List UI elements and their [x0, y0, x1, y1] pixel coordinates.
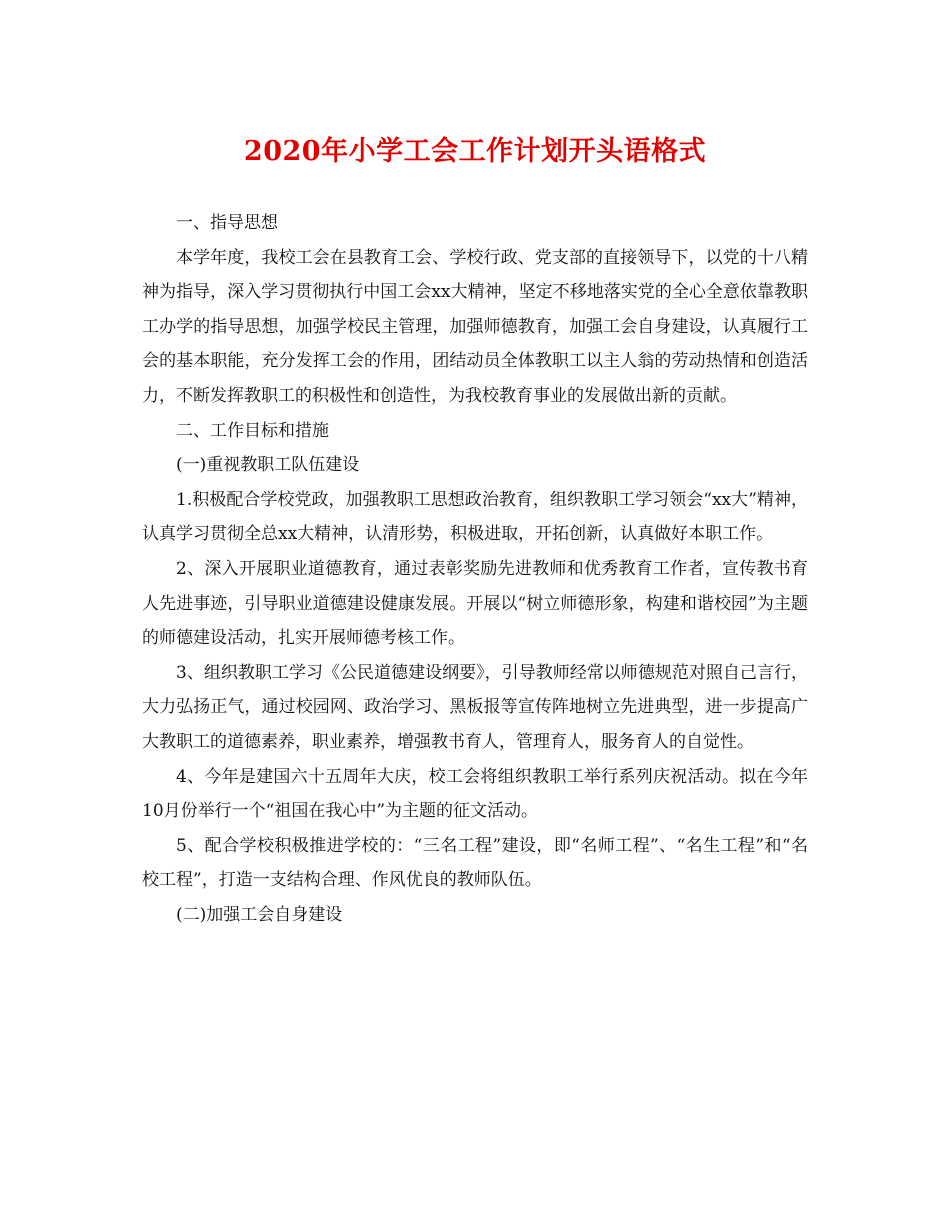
- list-item-4: 4、今年是建国六十五周年大庆，校工会将组织教职工举行系列庆祝活动。拟在今年10月份举行一个“祖国在我心中”为主题的征文活动。: [142, 766, 808, 822]
- document-body: [142, 206, 808, 932]
- document-title: 2020年小学工会工作计划开头语格式: [243, 136, 707, 167]
- subsection-heading-staff-team: (一)重视教职工队伍建设: [176, 455, 360, 476]
- list-item-2: 2、深入开展职业道德教育，通过表彰奖励先进教师和优秀教育工作者，宣传教书育人先进事迹，引导职业道德建设健康发展。开展以“树立师德形象，构建和谐校园”为主题的师德建设活动，扎实开展师德考核工作。: [142, 558, 808, 649]
- section-heading-goals-measures: 二、工作目标和措施: [176, 420, 329, 441]
- list-item-3: 3、组织教职工学习《公民道德建设纲要》，引导教师经常以师德规范对照自己言行，大力弘扬正气，通过校园网、政治学习、黑板报等宣传阵地树立先进典型，进一步提高广大教职工的道德素养，职业素养，增强教书育人，管理育人，服务育人的自觉性。: [142, 662, 808, 752]
- list-item-5: 5、配合学校积极推进学校的：“三名工程”建设，即“名师工程”、“名生工程”和“名校工程”，打造一支结构合理、作风优良的教师队伍。: [142, 835, 808, 891]
- section-heading-guiding-ideology: 一、指导思想: [176, 213, 278, 233]
- paragraph-guiding-ideology: 本学年度，我校工会在县教育工会、学校行政、党支部的直接领导下，以党的十八精神为指导，深入学习贯彻执行中国工会xx大精神，坚定不移地落实党的全心全意依靠教职工办学的指导思想，加强学校民主管理，加强师德教育，加强工会自身建设，认真履行工会的基本职能，充分发挥工会的作用，团结动员全体教职工以主人翁的劳动热情和创造活力，不断发挥教职工的积极性和创造性，为我校教育事业的发展做出新的贡献。: [142, 247, 808, 406]
- list-item-1: 1.积极配合学校党政，加强教职工思想政治教育，组织教职工学习领会“xx大”精神，认真学习贯彻全总xx大精神，认清形势，积极进取，开拓创新，认真做好本职工作。: [142, 489, 808, 545]
- subsection-heading-union-building: (二)加强工会自身建设: [176, 904, 343, 925]
